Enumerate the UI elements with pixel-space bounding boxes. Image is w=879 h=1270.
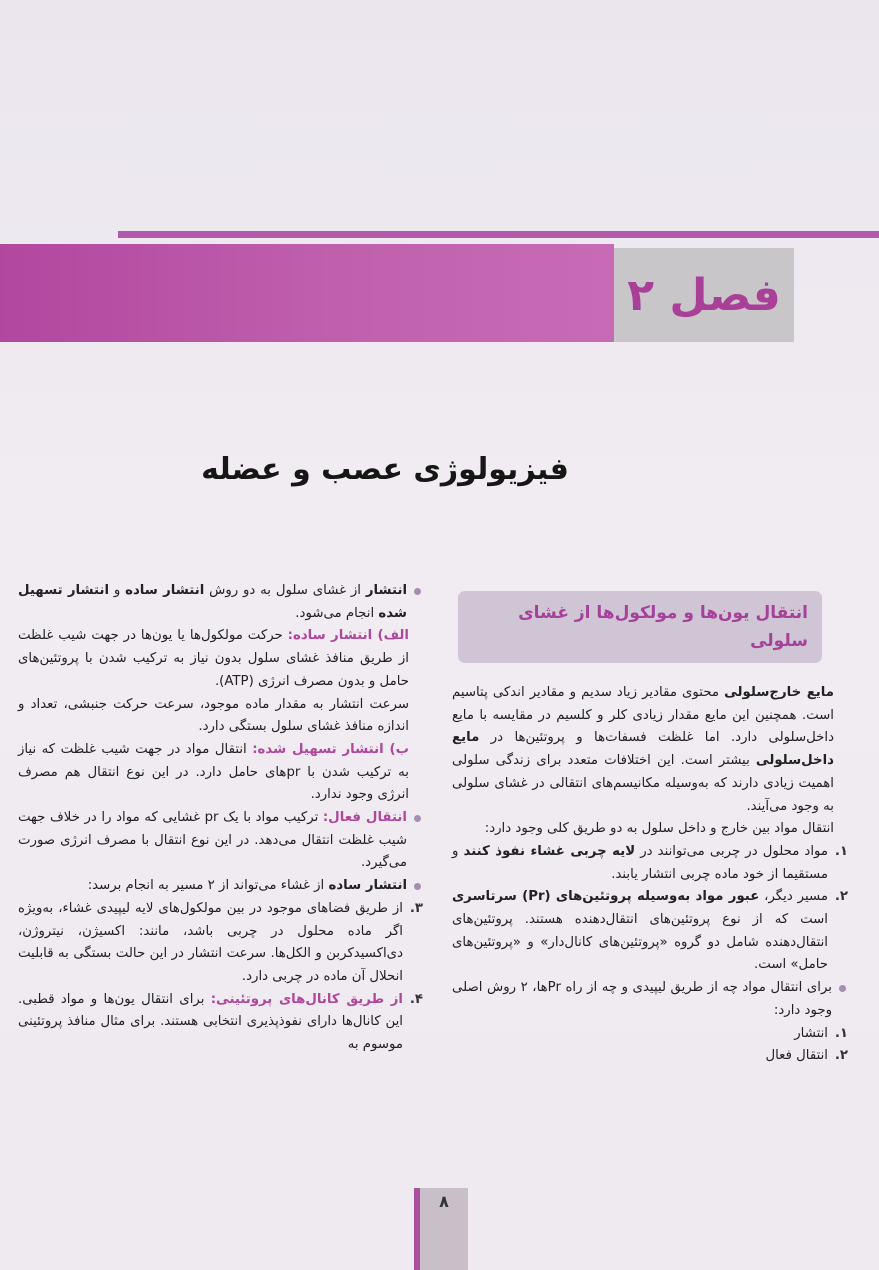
paragraph-text: مایع خارج‌سلولی محتوی مقادیر زیاد سدیم و مقادیر اندکی پتاسیم است. همچنین این مایع مقدار زیادی کلر و کلسیم در مقایسه با مایع داخل‌سلولی دارد. اما غلظت فسفات‌ها و پروتئین‌ها در مایع داخل‌سلولی بیشتر است. این اختلافات متعدد برای زندگی سلولی اهمیت زیادی دارند که به‌وسیله مکانیسم‌های انتقالی در غشای سلولی به وجود می‌آیند. xyxy=(452,685,834,814)
paragraph-text: الف) انتشار ساده: حرکت مولکول‌ها یا یون‌ها در جهت شیب غلظت از طریق منافذ غشای سلول بدون نیاز به ترکیب شدن با پروتئین‌های حامل و بدون مصرف انرژی (ATP). xyxy=(18,628,409,689)
left-column xyxy=(18,580,423,1057)
paragraph-text: مسیر دیگر، عبور مواد به‌وسیله پروتئین‌های (Pr) سرتاسری است که از نوع پروتئین‌های انتقال‌دهنده هستند. پروتئین‌های انتقال‌دهنده شامل دو گروه «پروتئین‌های کانال‌دار» و «پروتئین‌های حامل» است. xyxy=(452,889,828,973)
chapter-label: فصل ۲ xyxy=(627,269,781,321)
bullet-dot-icon xyxy=(414,883,421,890)
paragraph-text: انتقال فعال xyxy=(765,1048,828,1064)
chapter-label-box xyxy=(614,248,794,342)
paragraph-text: ب) انتشار تسهیل شده: انتقال مواد در جهت شیب غلظت که نیاز به ترکیب شدن با prهای حامل دارد. در این نوع انتقال هم مصرف انرژی وجود ندارد. xyxy=(18,741,409,803)
right-paragraph xyxy=(452,886,848,977)
paragraph-text: انتشار از غشای سلول به دو روش انتشار ساده و انتشار تسهیل شده انجام می‌شود. xyxy=(18,583,408,621)
right-paragraph xyxy=(452,1045,848,1068)
left-paragraph xyxy=(18,694,423,739)
bullet-dot-icon xyxy=(414,815,421,822)
left-paragraph xyxy=(18,807,423,875)
paragraph-text: مواد محلول در چربی می‌توانند در لایه چربی غشاء نفوذ کنند و مستقیما از خود ماده چربی انتشار یابند. xyxy=(452,843,829,882)
right-paragraph xyxy=(452,682,848,818)
left-paragraph xyxy=(18,875,423,898)
section-heading: انتقال یون‌ها و مولکول‌ها از غشای سلولی xyxy=(518,603,808,651)
chapter-band xyxy=(0,244,614,342)
paragraph-text: سرعت انتشار به مقدار ماده موجود، سرعت حرکت جنبشی، تعداد و اندازه منافذ غشای سلول بستگی دارد. xyxy=(18,696,409,735)
left-paragraph xyxy=(18,898,423,989)
list-number: ۲. xyxy=(834,889,848,905)
list-number: ۱. xyxy=(834,1025,848,1041)
left-paragraph xyxy=(18,739,423,807)
list-number: ۲. xyxy=(834,1048,848,1064)
list-number: ۳. xyxy=(409,900,423,916)
right-paragraph xyxy=(452,818,848,841)
right-paragraph xyxy=(452,841,848,886)
paragraph-text: از طریق فضاهای موجود در بین مولکول‌های لایه لیپیدی غشاء، به‌ویژه اگر ماده محلول در چربی باشد، مانند: اکسیژن، نیتروژن، دی‌اکسیدکربن و الکل‌ها. سرعت انتشار در این حالت بستگی به قابلیت انحلال آن ماده در چربی دارد. xyxy=(18,900,403,984)
paragraph-text: برای انتقال مواد چه از طریق لیپیدی و چه از راه Prها، ۲ روش اصلی وجود دارد: xyxy=(452,980,832,1018)
page-number: ۸ xyxy=(439,1192,449,1211)
section-heading-box xyxy=(458,591,822,663)
left-paragraph xyxy=(18,989,423,1057)
list-number: ۱. xyxy=(834,843,848,859)
right-column xyxy=(452,682,848,1068)
paragraph-text: از طریق کانال‌های پروتئینی: برای انتقال یون‌ها و مواد قطبی. این کانال‌ها دارای نفوذپذیری انتخابی هستند. برای مثال منافذ پروتئینی موسوم به xyxy=(18,991,403,1053)
bullet-dot-icon xyxy=(839,985,846,992)
paragraph-text: انتشار ساده از غشاء می‌تواند از ۲ مسیر به انجام برسد: xyxy=(87,878,407,894)
left-paragraph xyxy=(18,625,423,693)
right-paragraph xyxy=(452,977,848,1022)
left-paragraph xyxy=(18,580,423,625)
chapter-title: فیزیولوژی عصب و عضله xyxy=(201,452,569,487)
paragraph-text: انتشار xyxy=(794,1025,828,1041)
top-rule xyxy=(118,231,879,238)
paragraph-text: انتقال فعال: ترکیب مواد با یک pr غشایی که مواد را در خلاف جهت شیب غلظت انتقال می‌دهد. در این نوع انتقال با مصرف انرژی صورت می‌گیرد. xyxy=(18,810,407,871)
bullet-dot-icon xyxy=(414,588,421,595)
paragraph-text: انتقال مواد بین خارج و داخل سلول به دو طریق کلی وجود دارد: xyxy=(484,821,834,837)
list-number: ۴. xyxy=(409,991,423,1007)
right-paragraph xyxy=(452,1023,848,1046)
